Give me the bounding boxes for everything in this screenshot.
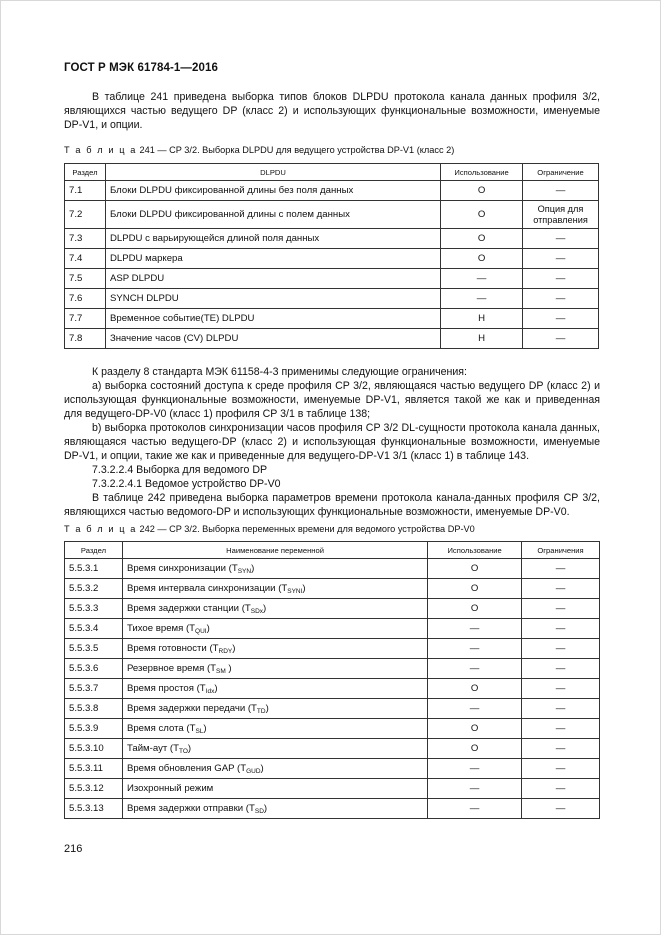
dlpdu-cell: Значение часов (CV) DLPDU — [105, 329, 440, 349]
variable-name-cell — [122, 599, 427, 619]
variable-name-cell — [122, 639, 427, 659]
dlpdu-cell: SYNCH DLPDU — [105, 289, 440, 309]
limit-cell: — — [523, 249, 599, 269]
limit-cell: — — [522, 639, 600, 659]
column-header: Ограничение — [523, 164, 599, 181]
section-cell: 7.5 — [65, 269, 106, 289]
variable-name-tail: ) — [206, 622, 210, 634]
variable-subscript: SYNI — [287, 587, 303, 595]
limit-cell: Опция для отправления — [523, 201, 599, 229]
document-header: ГОСТ Р МЭК 61784-1—2016 — [64, 62, 218, 74]
variable-name-cell — [122, 759, 427, 779]
usage-cell: О — [441, 229, 523, 249]
variable-name-tail: ) — [251, 562, 255, 574]
caption-prefix: Т а б л и ц а — [64, 524, 137, 534]
dlpdu-cell: DLPDU маркера — [105, 249, 440, 269]
usage-cell: — — [428, 619, 522, 639]
usage-cell: — — [428, 699, 522, 719]
variable-name: Изохронный режим — [126, 783, 214, 794]
section-cell: 7.1 — [65, 181, 106, 201]
table-row — [65, 201, 599, 229]
dlpdu-cell: DLPDU с варьирующейся длиной поля данных — [105, 229, 440, 249]
section-cell: 5.5.3.12 — [65, 779, 123, 799]
paragraph: К разделу 8 стандарта МЭК 61158-4-3 применимы следующие ограничения: — [92, 366, 467, 378]
variable-subscript: SL — [195, 727, 204, 735]
variable-name: Время слота (T — [126, 722, 196, 734]
section-cell: 7.7 — [65, 309, 106, 329]
variable-subscript: SYN — [237, 567, 252, 575]
column-header: Использование — [441, 164, 523, 181]
variable-name-cell — [122, 799, 427, 819]
limit-cell: — — [522, 739, 600, 759]
table-row — [65, 699, 600, 719]
paragraph: а) выборка состояний доступа к среде профиля CP 3/2, являющаяся частью ведущего DP (класс 2) и использующая функциональные возможности, именуемые DP-V1, является такой же как и приведенная для ведущего-DP-V0 (класс 1) профиля CP 3/1 в таблице 138; — [64, 380, 600, 420]
table-row — [65, 739, 600, 759]
usage-cell: О — [428, 719, 522, 739]
variable-name-cell — [122, 699, 427, 719]
variable-name: Тихое время (T — [126, 622, 196, 634]
variable-name-cell — [122, 679, 427, 699]
usage-cell: О — [428, 599, 522, 619]
variable-subscript: SDx — [250, 607, 264, 615]
variable-subscript: TD — [256, 707, 266, 715]
limit-cell: — — [523, 329, 599, 349]
table-header-row — [65, 164, 599, 181]
variable-name-cell — [122, 739, 427, 759]
section-cell: 7.2 — [65, 201, 106, 229]
variable-name: Время готовности (T — [126, 642, 219, 654]
variable-name: Время задержки станции (T — [126, 602, 251, 614]
limit-cell: — — [522, 699, 600, 719]
limit-cell: — — [522, 679, 600, 699]
table-row — [65, 679, 600, 699]
column-header: DLPDU — [105, 164, 440, 181]
variable-name-tail: ) — [260, 762, 264, 774]
limit-cell: — — [522, 759, 600, 779]
subsection-heading: 7.3.2.2.4.1 Ведомое устройство DP-V0 — [92, 478, 281, 490]
body-text — [64, 365, 600, 519]
usage-cell: О — [441, 181, 523, 201]
section-cell: 5.5.3.10 — [65, 739, 123, 759]
limit-cell: — — [522, 799, 600, 819]
variable-name: Время задержки отправки (T — [126, 802, 255, 814]
limit-cell: — — [522, 779, 600, 799]
caption-text: 242 — CP 3/2. Выборка переменных времени для ведомого устройства DP-V0 — [136, 524, 475, 534]
limit-cell: — — [522, 659, 600, 679]
table-row — [65, 229, 599, 249]
table-row — [65, 779, 600, 799]
section-cell: 7.6 — [65, 289, 106, 309]
table-row — [65, 659, 600, 679]
table-row — [65, 289, 599, 309]
section-cell: 5.5.3.13 — [65, 799, 123, 819]
variable-name-tail: ) — [302, 582, 306, 594]
usage-cell: — — [441, 289, 523, 309]
variable-name: Время задержки передачи (T — [126, 702, 257, 714]
table-242 — [64, 541, 600, 819]
variable-name-tail: ) — [225, 662, 232, 674]
variable-name: Время интервала синхронизации (T — [126, 582, 288, 594]
variable-name-cell — [122, 659, 427, 679]
caption-prefix: Т а б л и ц а — [64, 145, 137, 155]
section-cell: 5.5.3.5 — [65, 639, 123, 659]
table-row — [65, 719, 600, 739]
variable-name-cell — [122, 579, 427, 599]
dlpdu-cell: Блоки DLPDU фиксированной длины без поля данных — [105, 181, 440, 201]
subsection-heading: 7.3.2.2.4 Выборка для ведомого DP — [92, 464, 268, 476]
section-cell: 5.5.3.4 — [65, 619, 123, 639]
variable-name-cell — [122, 619, 427, 639]
section-cell: 7.4 — [65, 249, 106, 269]
variable-name: Резервное время (T — [126, 662, 217, 674]
table-row — [65, 329, 599, 349]
usage-cell: — — [441, 269, 523, 289]
variable-name-tail: ) — [214, 682, 218, 694]
table-row — [65, 639, 600, 659]
column-header: Раздел — [65, 542, 123, 559]
variable-name-tail: ) — [232, 642, 236, 654]
variable-name-tail: ) — [187, 742, 192, 754]
variable-name-cell — [122, 719, 427, 739]
table-row — [65, 579, 600, 599]
dlpdu-cell: Временное событие(TE) DLPDU — [105, 309, 440, 329]
table-row — [65, 559, 600, 579]
variable-name-tail: ) — [203, 722, 207, 734]
table-header-row — [65, 542, 600, 559]
section-cell: 5.5.3.6 — [65, 659, 123, 679]
limit-cell: — — [522, 599, 600, 619]
usage-cell: О — [428, 679, 522, 699]
variable-name: Время синхронизации (T — [126, 562, 238, 574]
intro-text: В таблице 241 приведена выборка типов блоков DLPDU протокола канала данных профиля 3/2, являющихся частью ведущего DP (класс 2) и использующих функциональные возможности, именуемые DP-V1, и опции. — [64, 91, 600, 131]
limit-cell: — — [522, 559, 600, 579]
usage-cell: О — [441, 249, 523, 269]
column-header: Использование — [428, 542, 522, 559]
usage-cell: — — [428, 639, 522, 659]
limit-cell: — — [522, 719, 600, 739]
table-242-caption — [64, 524, 475, 534]
section-cell: 7.3 — [65, 229, 106, 249]
usage-cell: Н — [441, 309, 523, 329]
variable-name-tail: ) — [265, 702, 269, 714]
variable-subscript: GUD — [246, 767, 261, 775]
caption-text: 241 — CP 3/2. Выборка DLPDU для ведущего устройства DP-V1 (класс 2) — [136, 145, 455, 155]
table-row — [65, 269, 599, 289]
variable-subscript: SM — [216, 667, 226, 675]
limit-cell: — — [523, 289, 599, 309]
usage-cell: О — [441, 201, 523, 229]
usage-cell: Н — [441, 329, 523, 349]
paragraph: b) выборка протоколов синхронизации часов профиля CP 3/2 DL-сущности протокола канала данных, являющаяся частью ведущего-DP (класс 2) и использующая функциональные возможности, именуемые DP-V1, и опции, такие же как и приведенные для ведущего-DP-V1 3/1 (класс 1) в таблице 143. — [64, 422, 600, 462]
variable-name: Время обновления GAP (T — [126, 762, 247, 774]
column-header: Раздел — [65, 164, 106, 181]
section-cell: 5.5.3.8 — [65, 699, 123, 719]
variable-name-cell — [122, 779, 427, 799]
section-cell: 7.8 — [65, 329, 106, 349]
variable-subscript: SD — [254, 807, 264, 815]
dlpdu-cell: ASP DLPDU — [105, 269, 440, 289]
variable-name-cell — [122, 559, 427, 579]
usage-cell: — — [428, 799, 522, 819]
limit-cell: — — [523, 181, 599, 201]
variable-name: Время простоя (T — [126, 682, 206, 694]
limit-cell: — — [523, 269, 599, 289]
section-cell: 5.5.3.11 — [65, 759, 123, 779]
usage-cell: — — [428, 659, 522, 679]
limit-cell: — — [523, 309, 599, 329]
limit-cell: — — [522, 619, 600, 639]
table-row — [65, 249, 599, 269]
section-cell: 5.5.3.7 — [65, 679, 123, 699]
table-241-caption — [64, 145, 454, 155]
intro-paragraph — [64, 90, 600, 132]
usage-cell: — — [428, 759, 522, 779]
limit-cell: — — [523, 229, 599, 249]
variable-name-tail: ) — [263, 802, 268, 814]
section-cell: 5.5.3.2 — [65, 579, 123, 599]
dlpdu-cell: Блоки DLPDU фиксированной длины с полем данных — [105, 201, 440, 229]
table-row — [65, 759, 600, 779]
usage-cell: О — [428, 739, 522, 759]
usage-cell: О — [428, 579, 522, 599]
variable-subscript: QUI — [195, 627, 207, 635]
variable-name-tail: ) — [263, 602, 267, 614]
table-row — [65, 309, 599, 329]
section-cell: 5.5.3.9 — [65, 719, 123, 739]
variable-subscript: Idx — [205, 687, 215, 695]
paragraph: В таблице 242 приведена выборка параметров времени протокола канала-данных профиля CP 3/2, являющихся частью ведомого-DP и использующих функциональные возможности, именуемые DP-V0. — [64, 492, 600, 518]
variable-name: Тайм-аут (T — [126, 742, 179, 754]
column-header: Наименование переменной — [122, 542, 427, 559]
limit-cell: — — [522, 579, 600, 599]
variable-subscript: TO — [179, 747, 188, 755]
column-header: Ограничения — [522, 542, 600, 559]
variable-subscript: RDY — [218, 647, 233, 655]
usage-cell: — — [428, 779, 522, 799]
section-cell: 5.5.3.3 — [65, 599, 123, 619]
table-row — [65, 619, 600, 639]
table-row — [65, 181, 599, 201]
table-241 — [64, 163, 599, 349]
page-number: 216 — [64, 843, 83, 855]
table-row — [65, 799, 600, 819]
section-cell: 5.5.3.1 — [65, 559, 123, 579]
usage-cell: О — [428, 559, 522, 579]
table-row — [65, 599, 600, 619]
